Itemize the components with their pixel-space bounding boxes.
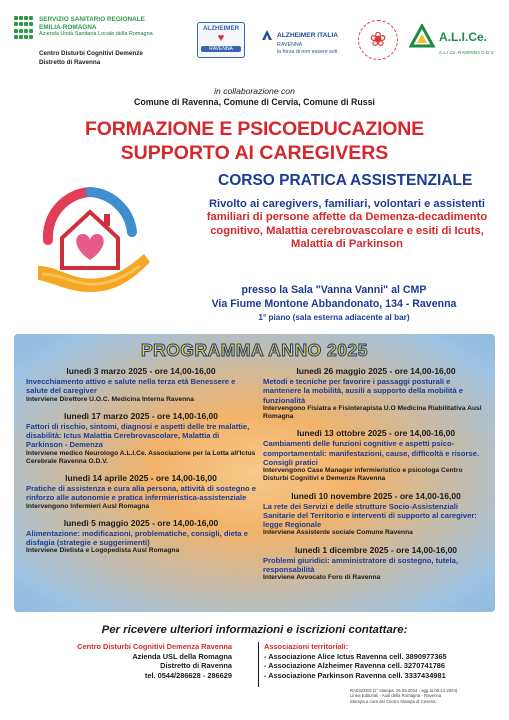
event-speaker: Intervengono Fisiatra e Fisioterapista U.O Medicina Riabilitativa Ausl Romagna bbox=[263, 404, 482, 421]
contact-associations bbox=[264, 642, 464, 680]
program-column-left bbox=[26, 366, 256, 563]
event-speaker: Interviene Avvocato Foro di Ravenna bbox=[263, 574, 381, 582]
rivolto-text bbox=[196, 198, 498, 252]
event-item bbox=[26, 411, 256, 466]
rivolto-part2: familiari di persone affette da Demenza-decadimento cognitivo, Malattia cerebrovascolare e esiti di Icuts, Malattia di Parkinson bbox=[206, 211, 488, 251]
alice-sub: A.L.I.Ce. RAVENNA O.D.V. bbox=[439, 50, 495, 55]
venue bbox=[170, 284, 498, 311]
event-date: lunedì 3 marzo 2025 - ore 14,00-16,00 bbox=[66, 366, 216, 376]
program-title: PROGRAMMA ANNO 2025 bbox=[141, 340, 368, 360]
alice-triangle-icon bbox=[409, 24, 435, 50]
heart-icon: ♥ bbox=[217, 32, 225, 44]
contact-left-line1: Centro Disturbi Cognitivi Demenza Ravenna bbox=[77, 642, 232, 651]
event-date: lunedì 10 novembre 2025 - ore 14,00-16,00 bbox=[291, 490, 461, 501]
ssr-line1: SERVIZIO SANITARIO REGIONALE bbox=[39, 16, 145, 23]
event-topic: Pratiche di assistenza e cura alla persona, attività di sostegno e rinforzo alle autonomie e pratica infermieristica-assistenziale bbox=[26, 484, 257, 503]
event-item bbox=[263, 545, 489, 583]
main-title-line1: FORMAZIONE E PSICOEDUCAZIONE bbox=[85, 118, 424, 140]
event-speaker: Interviene medico Neurologo A.L.I.Ce. Associazione per la Lotta all'Ictus Cerebrale Ravenna O.D.V. bbox=[26, 449, 256, 465]
alzheimer-box-title: ALZHEIMER bbox=[202, 25, 240, 32]
event-item bbox=[263, 366, 489, 421]
alice-name: A.L.I.Ce. bbox=[439, 30, 488, 44]
rivolto-part1: Rivolto ai caregivers, familiari, volontari e assistenti bbox=[208, 198, 486, 210]
alzheimer-italia-name: ALZHEIMER ITALIA bbox=[277, 31, 339, 39]
footer-line3: Stampa a cura del Centro Stampa di Cesena bbox=[350, 698, 436, 704]
event-speaker: Interviene Direttore U.O.C. Medicina Interna Ravenna bbox=[26, 395, 194, 403]
alzheimer-italia-city: RAVENNA bbox=[277, 42, 303, 48]
alzheimer-italia-tag: la forza di non essere soli bbox=[277, 48, 338, 55]
alice-logo bbox=[409, 24, 509, 55]
event-date: lunedì 1 dicembre 2025 - ore 14,00-16,00 bbox=[294, 544, 458, 555]
info-title: Per ricevere ulteriori informazioni e iscrizioni contattare: bbox=[101, 624, 408, 636]
event-item bbox=[263, 491, 489, 538]
contact-cdcd bbox=[40, 642, 240, 680]
ssr-emilia-romagna-logo bbox=[14, 16, 189, 67]
event-date: lunedì 17 marzo 2025 - ore 14,00-16,00 bbox=[63, 410, 219, 421]
program-column-right bbox=[263, 366, 489, 589]
event-item bbox=[26, 366, 256, 404]
event-topic: La rete dei Servizi e delle strutture Socio-Assistenziali Sanitarie del Territorio e interventi di supporto al caregiver: legge Regionale bbox=[263, 501, 477, 530]
ssr-grid-icon bbox=[14, 16, 34, 40]
ssr-line3: Azienda Unità Sanitaria Locale della Romagna bbox=[39, 31, 153, 37]
venue-floor: 1° piano (sala esterna adiacente al bar) bbox=[258, 313, 410, 322]
venue-line2: Via Fiume Montone Abbandonato, 134 - Ravenna bbox=[211, 297, 457, 310]
footer-line1: RA0322ED (1° stampa: 26.09.2024 - agg.to 09.12.2024) bbox=[350, 688, 458, 693]
event-item bbox=[263, 428, 489, 483]
print-footer bbox=[350, 688, 500, 704]
corso-title: CORSO PRATICA ASSISTENZIALE bbox=[218, 172, 473, 189]
contact-left-phone: tel. 0544/286628 - 286629 bbox=[144, 670, 232, 680]
ssr-line2: EMILIA-ROMAGNA bbox=[39, 23, 97, 31]
venue-line1: presso la Sala "Vanna Vanni" al CMP bbox=[241, 284, 427, 296]
comuni-text: Comune di Ravenna, Comune di Cervia, Comune di Russi bbox=[134, 97, 375, 107]
contact-right-line2: - Associazione Alice Ictus Ravenna cell. 3890977365 bbox=[264, 651, 447, 661]
event-topic: Problemi giuridici: amministratore di sostegno, tutela, responsabilità bbox=[263, 555, 458, 574]
alzheimer-box-city: RAVENNA bbox=[201, 46, 241, 52]
event-date: lunedì 14 aprile 2025 - ore 14,00-16,00 bbox=[65, 473, 217, 484]
event-speaker: Interviene Dietista e Logopedista Ausl Romagna bbox=[26, 547, 180, 555]
contact-left-line2: Azienda USL della Romagna bbox=[132, 651, 232, 661]
contact-right-line4: - Associazione Parkinson Ravenna cell. 3337434981 bbox=[264, 670, 446, 680]
event-speaker: Intervengono Case Manager infermieristico e psicologa Centro Disturbi Cognitivi e Demenze Ravenna bbox=[263, 467, 463, 483]
contact-right-title: Associazioni territoriali: bbox=[264, 642, 349, 651]
main-title-line2: SUPPORTO AI CAREGIVERS bbox=[120, 142, 389, 164]
cdcd-line1: Centro Disturbi Cognitivi Demenze bbox=[39, 50, 143, 57]
event-item bbox=[26, 518, 256, 556]
event-date: lunedì 5 maggio 2025 - ore 14,00-16,00 bbox=[63, 517, 219, 528]
cdcd-line2: Distretto di Ravenna bbox=[39, 59, 101, 66]
house-heart-hand-icon bbox=[20, 170, 160, 300]
contact-divider bbox=[258, 642, 259, 687]
collab-text: in collaborazione con bbox=[214, 86, 295, 96]
footer-line2: Linea Editoriali - Ausl della Romagna - Ravenna bbox=[350, 693, 442, 699]
header-logos bbox=[14, 10, 495, 80]
event-item bbox=[26, 473, 256, 511]
event-speaker: Intervengono Infermieri Ausl Romagna bbox=[26, 502, 150, 510]
event-topic: Cambiamenti delle funzioni cognitive e aspetti psico-comportamentali: manifestazioni, cause, difficoltà e risorse. Consigli pratici bbox=[263, 439, 480, 467]
event-topic: Fattori di rischio, sintomi, diagnosi e aspetti delle tre malattie, disabilità: Ictus Malattia Cerebrovascolare, Malattia di Parkinson - Demenza bbox=[26, 421, 250, 450]
event-topic: Alimentazione: modificazioni, problematiche, consigli, dieta e disfagia (strategie e suggerimenti) bbox=[26, 528, 248, 548]
event-date: lunedì 13 ottobre 2025 - ore 14,00-16,00 bbox=[296, 428, 456, 439]
event-topic: Metodi e tecniche per favorire i passaggi posturali e mantenere la mobilità, ausili a supporto della mobilità e funzionalità bbox=[263, 377, 464, 405]
parkinson-ravenna-logo bbox=[358, 20, 398, 60]
alzheimer-italia-logo bbox=[260, 28, 350, 55]
contact-left-line3: Distretto di Ravenna bbox=[160, 661, 232, 670]
tulip-icon: ❀ bbox=[369, 29, 387, 51]
alzheimer-ravenna-logo bbox=[197, 22, 245, 58]
alzheimer-italia-mark-icon bbox=[260, 28, 274, 42]
event-speaker: Interviene Assistente sociale Comune Ravenna bbox=[263, 529, 413, 537]
event-topic: Invecchiamento attivo e salute nella terza età Benessere e salute del caregiver bbox=[26, 377, 236, 396]
contact-right-line3: - Associazione Alzheimer Ravenna cell. 3270741786 bbox=[264, 661, 446, 670]
event-date: lunedì 26 maggio 2025 - ore 14,00-16,00 bbox=[296, 366, 456, 376]
